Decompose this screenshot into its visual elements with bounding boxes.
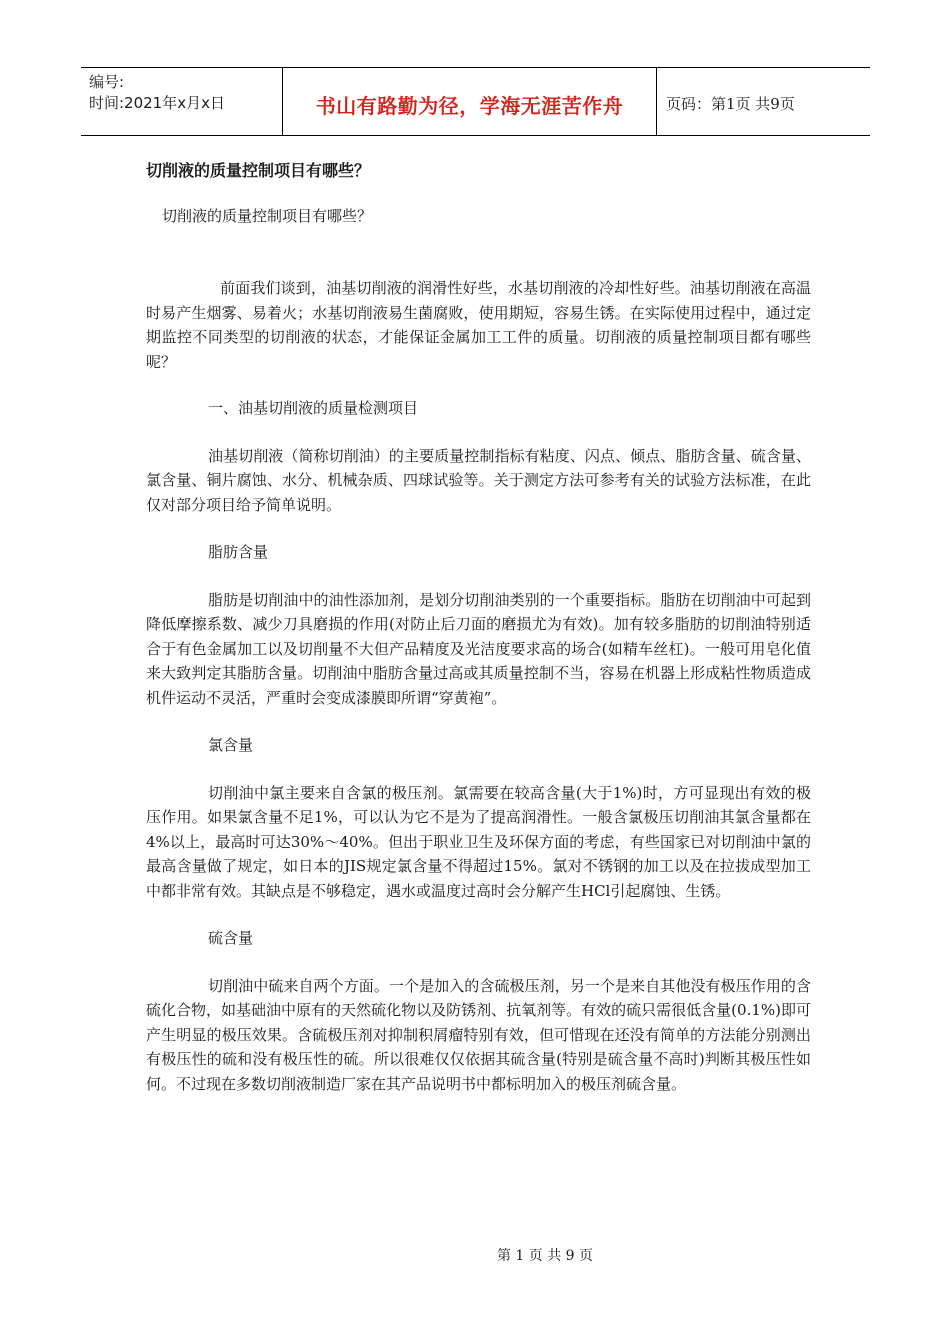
header-meta xyxy=(81,68,282,135)
paragraph-oil-based-overview: 油基切削液（简称切削油）的主要质量控制指标有粘度、闪点、倾点、脂肪含量、硫含量、氯含量、铜片腐蚀、水分、机械杂质、四球试验等。关于测定方法可参考有关的试验方法标准，在此仅对部分项目给予简单说明。 xyxy=(146,446,811,514)
document-header xyxy=(81,67,870,136)
page-info-text: 页码：第1页 共9页 xyxy=(666,95,795,113)
document-subtitle: 切削液的质量控制项目有哪些？ xyxy=(162,207,373,225)
footer-page-label: 第 1 页 共 9 页 xyxy=(496,1248,594,1264)
page-footer xyxy=(0,1246,950,1266)
paragraph-fat-content: 脂肪是切削油中的油性添加剂，是划分切削油类别的一个重要指标。脂肪在切削油中可起到降低摩擦系数、减少刀具磨损的作用(对防止后刀面的磨损尤为有效)。加有较多脂肪的切削油特别适合于有色金属加工以及切削量不大但产品精度及光洁度要求高的场合(如精车丝杠)。一般可用皂化值来大致判定其脂肪含量。切削油中脂肪含量过高或其质量控制不当，容易在机器上形成粘性物质造成机件运动不灵活，严重时会变成漆膜即所谓“穿黄袍”。 xyxy=(146,590,811,707)
document-body xyxy=(146,148,811,1096)
section-heading-chlorine-content: 氯含量 xyxy=(208,736,254,754)
number-label: 编号: xyxy=(89,73,125,91)
paragraph-sulfur-content: 切削油中硫来自两个方面。一个是加入的含硫极压剂，另一个是来自其他没有极压作用的含硫化合物，如基础油中原有的天然硫化物以及防锈剂、抗氧剂等。有效的硫只需很低含量(0.1%)即可产生明显的极压效果。含硫极压剂对抑制积屑瘤特别有效，但可惜现在还没有简单的方法能分别测出有极压性的硫和没有极压性的硫。所以很难仅仅依据其硫含量(特别是硫含量不高时)判断其极压性如何。不过现在多数切削液制造厂家在其产品说明书中都标明加入的极压剂硫含量。 xyxy=(146,976,811,1093)
paragraph-intro: 前面我们谈到，油基切削液的润滑性好些，水基切削液的冷却性好些。油基切削液在高温时易产生烟雾、易着火；水基切削液易生菌腐败，使用期短，容易生锈。在实际使用过程中，通过定期监控不同类型的切削液的状态，才能保证金属加工工件的质量。切削液的质量控制项目都有哪些呢？ xyxy=(146,279,811,371)
paragraph-chlorine-content: 切削油中氯主要来自含氯的极压剂。氯需要在较高含量(大于1%)时，方可显现出有效的极压作用。如果氯含量不足1%，可以认为它不是为了提高润滑性。一般含氯极压切削油其氯含量都在4%以上，最高时可达30%～40%。但出于职业卫生及环保方面的考虑，有些国家已对切削油中氯的最高含量做了规定，如日本的JIS规定氯含量不得超过15%。氯对不锈钢的加工以及在拉拔成型加工中都非常有效。其缺点是不够稳定，遇水或温度过高时会分解产生HCl引起腐蚀、生锈。 xyxy=(146,783,811,900)
section-heading-fat-content: 脂肪含量 xyxy=(208,543,269,561)
section-heading-sulfur-content: 硫含量 xyxy=(208,929,254,947)
date-label: 时间:2021年x月x日 xyxy=(89,94,225,112)
section-heading-oil-based: 一、油基切削液的质量检测项目 xyxy=(208,399,419,417)
document-title: 切削液的质量控制项目有哪些？ xyxy=(146,161,371,180)
header-motto xyxy=(282,68,657,135)
motto-text: 书山有路勤为径，学海无涯苦作舟 xyxy=(315,94,624,118)
header-page-info xyxy=(657,68,870,135)
